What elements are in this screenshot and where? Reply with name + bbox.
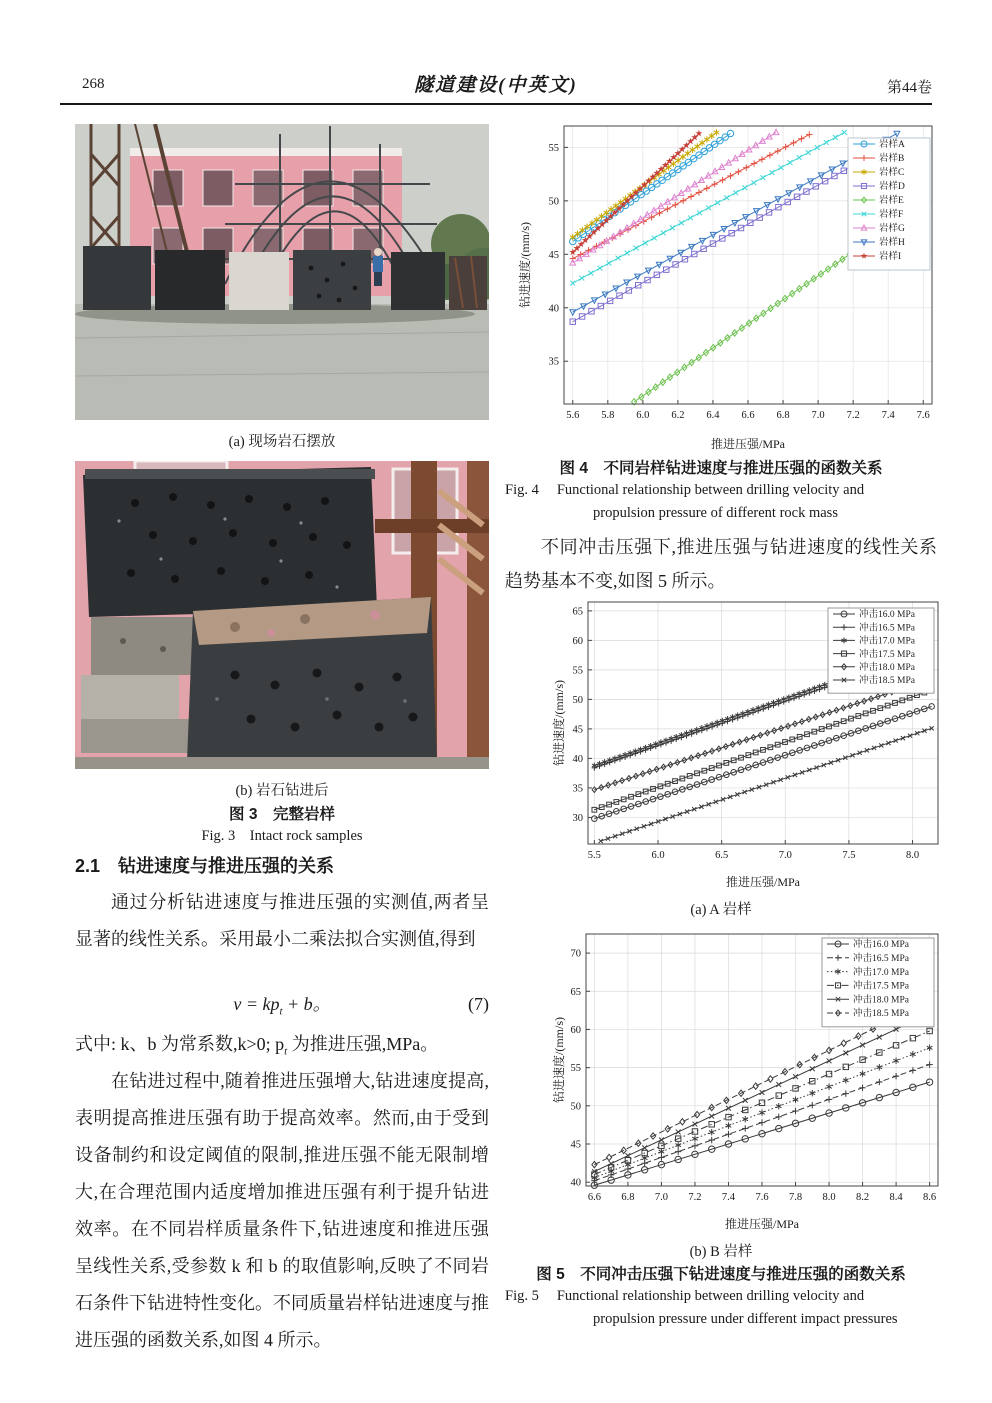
figure3-caption-en [75, 828, 489, 845]
paragraph-2: 在钻进过程中,随着推进压强增大,钻进速度提高,表明提高推进压强有助于提高效率。然而,由于受到设备制约和设定阈值的限制,推进压强不能无限制增大,在合理范围内适度增加推进压强有利于提升钻进效率。在不同岩样质量条件下,钻进速度和推进压强呈线性关系,受参数 k 和 b 的取值影响,反映了不同岩石条件下钻进特性变化。不同质量岩样钻进速度与推进压强的函数关系,如图 4 所示。 [75, 1071, 489, 1350]
svg-text:7.6: 7.6 [755, 1192, 769, 1203]
svg-text:60: 60 [572, 635, 583, 647]
svg-text:7.2: 7.2 [688, 1192, 702, 1203]
journal-title: 隧道建设(中英文) [414, 75, 578, 96]
figure5a-chart [552, 596, 948, 892]
rock-blocks [75, 246, 487, 324]
svg-text:5.8: 5.8 [601, 410, 615, 421]
svg-text:55: 55 [570, 1063, 581, 1075]
figure4-caption-zh: 图 4 不同岩样钻进速度与推进压强的函数关系 [559, 460, 883, 477]
svg-text:55: 55 [572, 665, 583, 677]
drilled-rock-top [83, 467, 377, 617]
svg-text:50: 50 [570, 1101, 581, 1113]
header-rule [60, 103, 932, 105]
figure5a-caption: (a) A 岩样 [690, 902, 752, 918]
svg-text:7.0: 7.0 [654, 1192, 668, 1203]
figure5-caption-zh: 图 5 不同冲击压强下钻进速度与推进压强的函数关系 [536, 1266, 906, 1283]
photo-rock-after-drilling [75, 461, 489, 769]
svg-text:70: 70 [570, 948, 581, 960]
svg-text:冲击16.5 MPa: 冲击16.5 MPa [859, 623, 915, 634]
svg-text:65: 65 [570, 986, 581, 998]
svg-text:7.6: 7.6 [916, 410, 930, 421]
svg-text:7.0: 7.0 [778, 850, 792, 861]
svg-text:冲击16.0 MPa: 冲击16.0 MPa [859, 610, 915, 621]
svg-text:冲击16.5 MPa: 冲击16.5 MPa [853, 954, 909, 964]
svg-text:岩样D: 岩样D [879, 182, 905, 193]
svg-text:冲击17.0 MPa: 冲击17.0 MPa [853, 967, 909, 978]
svg-text:6.4: 6.4 [706, 410, 720, 421]
figure3-en-text: Intact rock samples [249, 828, 363, 844]
x-axis-label: 推进压强/MPa [724, 1217, 800, 1231]
figure5b-caption: (b) B 岩样 [689, 1244, 753, 1260]
svg-text:45: 45 [572, 724, 583, 736]
svg-text:60: 60 [570, 1024, 581, 1036]
paragraph-1: 通过分析钻进速度与推进压强的实测值,两者呈显著的线性关系。采用最小二乘法拟合实测值,得到 [75, 892, 489, 949]
svg-text:冲击18.0 MPa: 冲击18.0 MPa [859, 663, 915, 673]
svg-text:8.0: 8.0 [905, 850, 920, 861]
svg-text:7.8: 7.8 [788, 1192, 803, 1203]
y-axis-label: 钻进速度/(mm/s) [552, 680, 566, 766]
svg-text:7.4: 7.4 [721, 1192, 736, 1203]
svg-text:50: 50 [548, 196, 559, 208]
svg-text:5.5: 5.5 [587, 850, 601, 861]
svg-text:40: 40 [548, 303, 559, 315]
volume-label: 第44卷 [886, 80, 932, 96]
figure4-en-label: Fig. 4 [505, 482, 539, 498]
svg-text:40: 40 [572, 753, 583, 765]
svg-text:冲击17.5 MPa: 冲击17.5 MPa [853, 981, 909, 992]
equation-number: (7) [468, 994, 489, 1014]
legend [822, 938, 934, 1027]
photo-b-caption: (b) 岩石钻进后 [235, 783, 329, 799]
svg-text:冲击17.0 MPa: 冲击17.0 MPa [859, 636, 915, 647]
equation-body: $v = kp_t + b$。 [233, 994, 331, 1018]
svg-text:岩样E: 岩样E [879, 196, 904, 207]
person [373, 248, 383, 286]
svg-text:岩样G: 岩样G [879, 224, 905, 235]
svg-text:65: 65 [572, 606, 583, 618]
figure5-en-label: Fig. 5 [505, 1288, 539, 1304]
svg-text:6.0: 6.0 [651, 850, 665, 861]
svg-text:岩样B: 岩样B [879, 154, 905, 165]
figure3-caption-zh: 图 3 完整岩样 [229, 806, 335, 823]
svg-text:6.2: 6.2 [671, 410, 685, 421]
svg-text:6.6: 6.6 [741, 410, 755, 421]
svg-text:50: 50 [572, 694, 583, 706]
svg-text:冲击18.5 MPa: 冲击18.5 MPa [853, 1009, 909, 1020]
svg-text:6.0: 6.0 [636, 410, 650, 421]
figure5-caption-en: Fig. 5 Functional relationship between drilling velocity and propulsion pressure under different impact pressures [505, 1288, 898, 1327]
drilled-rock-front [187, 597, 437, 761]
svg-text:7.5: 7.5 [842, 850, 856, 861]
photo-site-rock-placement [75, 124, 489, 420]
photo-a-caption: (a) 现场岩石摆放 [228, 434, 336, 450]
legend [828, 608, 934, 693]
x-axis-label: 推进压强/MPa [725, 875, 801, 889]
svg-text:岩样A: 岩样A [879, 140, 905, 151]
figure4-chart [518, 118, 940, 454]
svg-text:8.4: 8.4 [889, 1192, 903, 1203]
y-axis-label: 钻进速度/(mm/s) [552, 1017, 566, 1103]
svg-text:冲击18.5 MPa: 冲击18.5 MPa [859, 676, 915, 687]
svg-text:40: 40 [570, 1177, 581, 1189]
svg-text:7.0: 7.0 [811, 410, 825, 421]
svg-text:6.6: 6.6 [587, 1192, 601, 1203]
svg-text:6.5: 6.5 [715, 850, 729, 861]
svg-text:岩样I: 岩样I [879, 252, 902, 263]
svg-text:6.8: 6.8 [621, 1192, 635, 1203]
svg-text:45: 45 [548, 249, 559, 261]
page-number: 268 [82, 76, 105, 92]
ground-strip [75, 757, 489, 769]
svg-text:冲击18.0 MPa: 冲击18.0 MPa [853, 995, 909, 1006]
figure3-en-label: Fig. 3 [201, 828, 236, 844]
svg-text:35: 35 [548, 356, 559, 368]
svg-text:55: 55 [548, 142, 559, 154]
svg-text:冲击16.0 MPa: 冲击16.0 MPa [853, 940, 909, 951]
svg-text:8.2: 8.2 [856, 1192, 870, 1203]
figure4-caption-en: Fig. 4 Functional relationship between drilling velocity and propulsion pressure of different rock mass [505, 482, 865, 521]
svg-text:6.8: 6.8 [776, 410, 790, 421]
svg-text:冲击17.5 MPa: 冲击17.5 MPa [859, 649, 915, 660]
y-axis-label: 钻进速度/(mm/s) [518, 222, 532, 308]
svg-text:岩样H: 岩样H [879, 238, 905, 249]
figure5b-chart [552, 928, 948, 1234]
section-heading: 2.1 钻进速度与推进压强的关系 [75, 856, 335, 876]
x-axis-label: 推进压强/MPa [710, 437, 786, 451]
svg-text:45: 45 [570, 1139, 581, 1151]
svg-text:5.6: 5.6 [566, 410, 580, 421]
svg-text:7.4: 7.4 [881, 410, 895, 421]
right-paragraph: 不同冲击压强下,推进压强与钻进速度的线性关系趋势基本不变,如图 5 所示。 [505, 537, 937, 591]
svg-text:8.0: 8.0 [822, 1192, 836, 1203]
svg-text:岩样C: 岩样C [879, 168, 905, 179]
svg-text:35: 35 [572, 783, 583, 795]
svg-text:8.6: 8.6 [923, 1192, 937, 1203]
svg-text:7.2: 7.2 [846, 410, 860, 421]
equation-note: 式中: k、b 为常系数,k>0; $p_t$ 为推进压强,MPa。 [75, 1034, 439, 1058]
svg-text:30: 30 [572, 812, 583, 824]
svg-text:岩样F: 岩样F [879, 210, 904, 221]
equation-7 [75, 990, 489, 1018]
legend [848, 138, 930, 270]
